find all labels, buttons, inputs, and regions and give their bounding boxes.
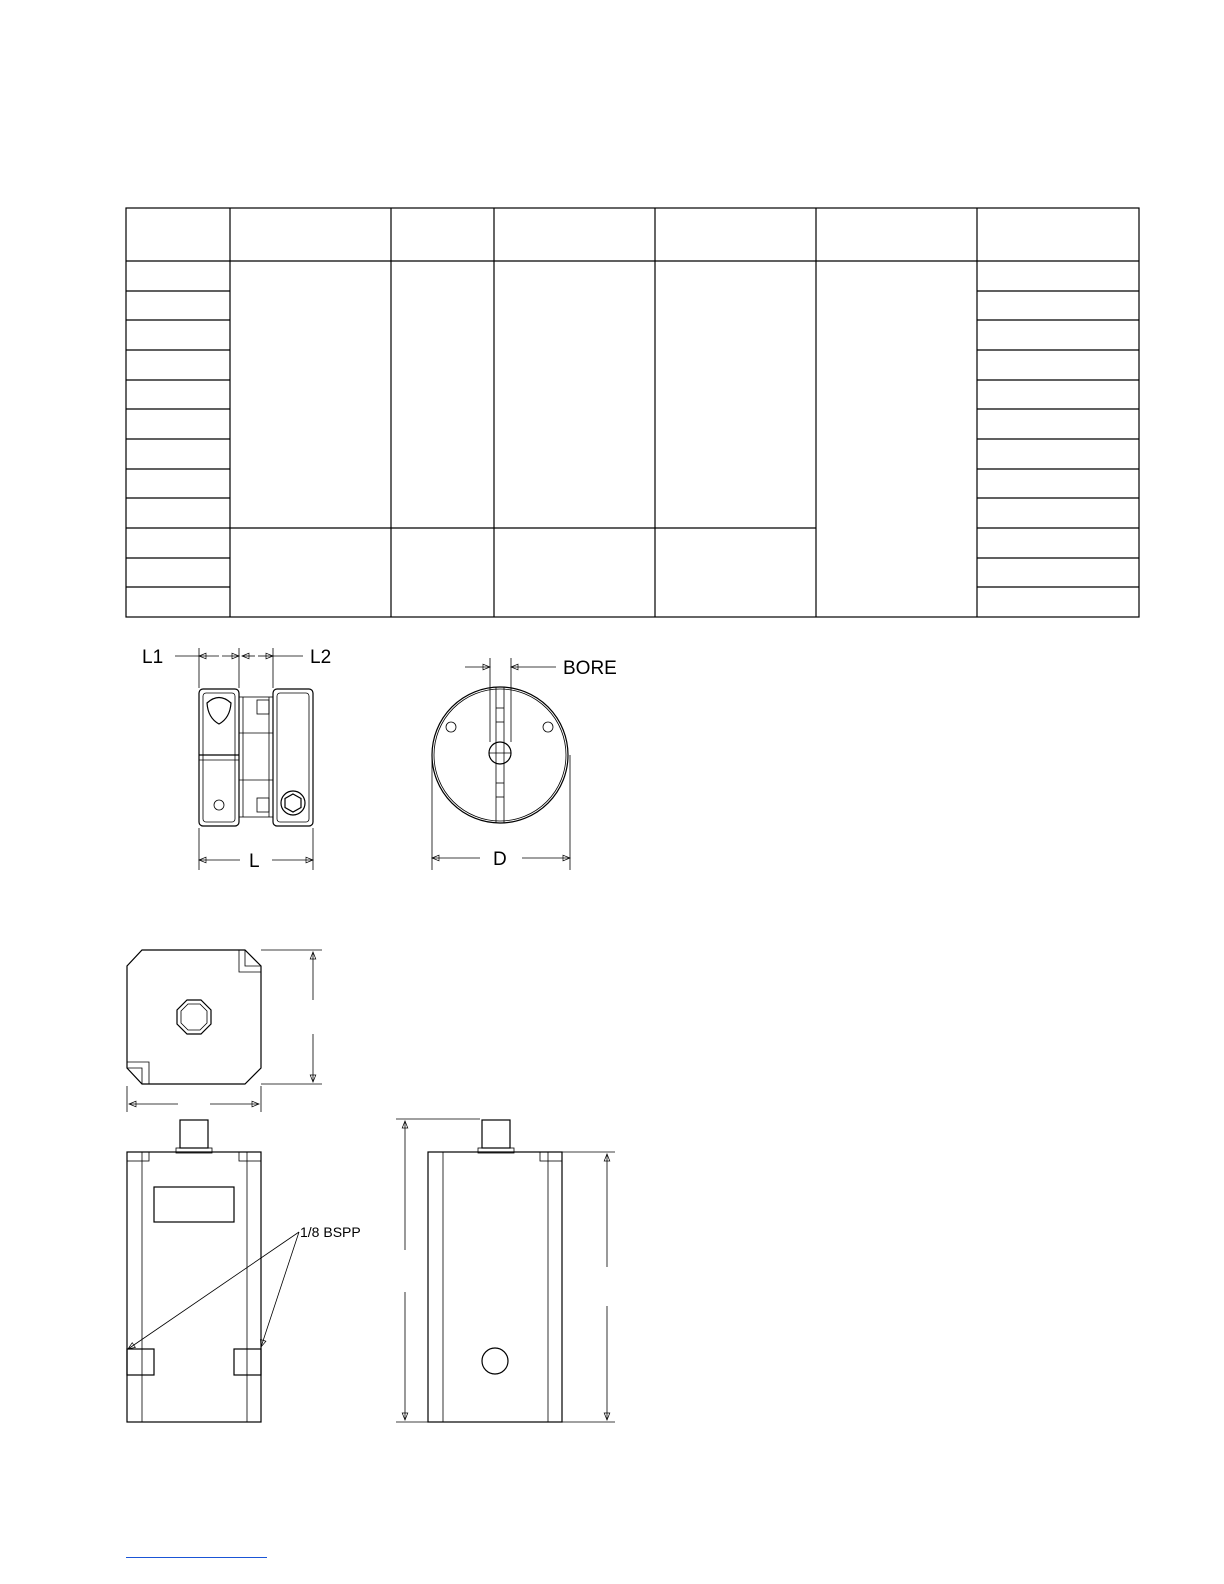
dimension-label-l1: L1	[142, 647, 164, 668]
column-dividers	[230, 208, 977, 617]
right-hub	[273, 689, 313, 826]
table-border	[126, 208, 1139, 617]
dimension-label-l2: L2	[310, 647, 332, 668]
hub-outer-circle	[432, 687, 568, 823]
port-hex-icon	[177, 1000, 211, 1034]
cylinder-body	[127, 1152, 261, 1422]
side-port-hole	[482, 1348, 508, 1374]
cylinder-side-view	[396, 1119, 615, 1422]
cylinder-square-body	[127, 950, 261, 1084]
mounting-hole-left-icon	[446, 722, 456, 732]
dimension-label-d: D	[493, 849, 507, 870]
set-screw-icon	[214, 800, 224, 810]
last-column-row-dividers	[977, 291, 1139, 587]
port-left	[127, 1349, 154, 1375]
leader-line-left	[128, 1232, 299, 1349]
rod-end-side	[482, 1120, 510, 1148]
coupling-end-view	[432, 658, 617, 870]
coupling-side-view	[142, 647, 331, 872]
dimension-table	[126, 208, 1139, 617]
port-thread-label: 1/8 BSPP	[300, 1224, 361, 1240]
dimension-label-bore: BORE	[563, 658, 617, 679]
cylinder-front-view	[127, 1120, 361, 1422]
cylinder-top-view	[127, 950, 322, 1112]
leader-line-right	[261, 1232, 299, 1347]
left-hub	[199, 689, 239, 826]
footer-link-underline[interactable]	[126, 1557, 267, 1558]
cylinder-body-side	[428, 1152, 562, 1422]
first-column-row-dividers	[126, 291, 230, 587]
center-spider	[239, 697, 273, 817]
mounting-hole-right-icon	[543, 722, 553, 732]
dimension-label-l: L	[249, 851, 260, 872]
clamp-screw-head-icon	[207, 698, 231, 725]
port-right	[234, 1349, 261, 1375]
label-plate	[154, 1187, 234, 1222]
rod-end	[180, 1120, 208, 1148]
